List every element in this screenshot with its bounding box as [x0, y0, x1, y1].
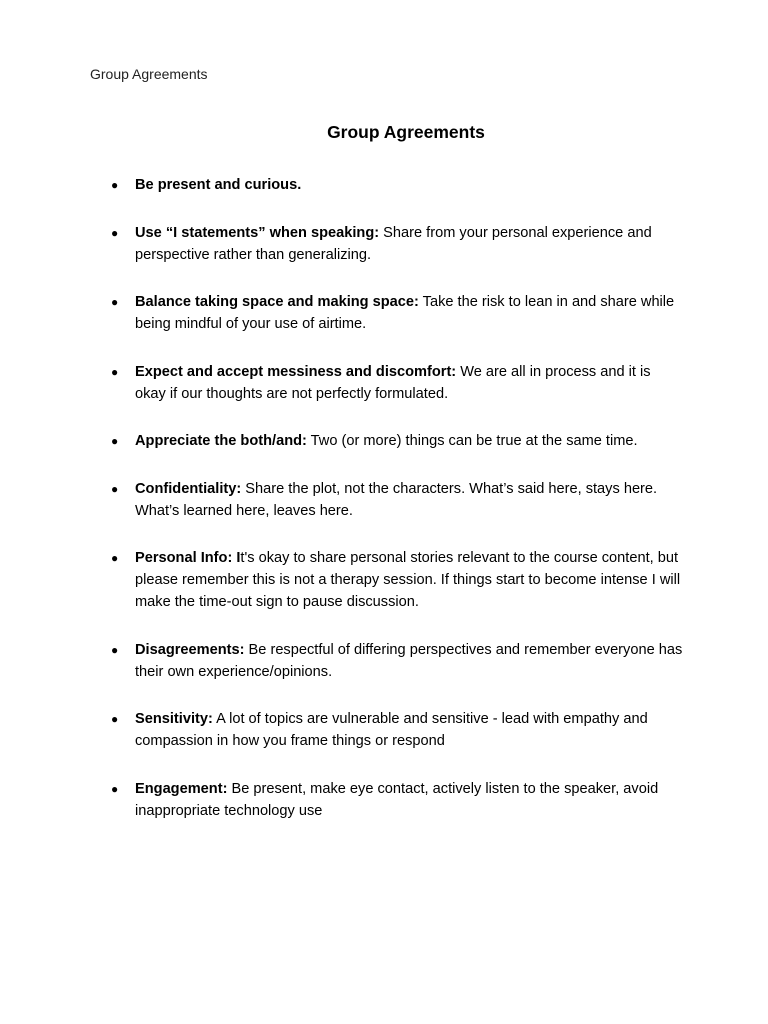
agreement-term: Use “I statements” when speaking: — [135, 224, 380, 241]
agreement-term: Appreciate the both/and: — [135, 433, 307, 449]
bullet-icon: ● — [111, 481, 119, 496]
agreement-term: Engagement: — [135, 780, 228, 797]
agreements-list — [111, 174, 683, 847]
list-item — [111, 547, 683, 613]
agreement-text: A lot of topics are vulnerable and sensitive - lead with empathy and compassion in how you frame things or respond — [135, 711, 648, 749]
list-item — [111, 174, 683, 196]
list-item — [111, 478, 683, 522]
agreement-term: Expect and accept messiness and discomfort: — [135, 363, 457, 380]
bullet-icon: ● — [111, 295, 119, 309]
bullet-icon: ● — [111, 642, 119, 657]
agreement-text: Be present, make eye contact, actively listen to the speaker, avoid inappropriate technology use — [135, 780, 659, 819]
bullet-icon: ● — [111, 225, 119, 240]
bullet-icon: ● — [111, 781, 119, 796]
list-item — [111, 361, 683, 405]
list-item — [111, 222, 683, 266]
page-title: Group Agreements — [327, 122, 485, 142]
list-item — [111, 291, 683, 335]
agreement-text: We are all in process and it is okay if our thoughts are not perfectly formulated. — [135, 363, 651, 402]
document-header: Group Agreements — [90, 66, 208, 82]
agreement-term: Confidentiality: — [135, 480, 242, 497]
bullet-icon: ● — [111, 178, 119, 192]
agreement-term: Sensitivity: — [135, 711, 213, 727]
agreement-text: t's okay to share personal stories relevant to the course content, but please remember this is not a therapy session. If things start to become intense I will make the time-out sign to pause discussion. — [135, 550, 681, 610]
agreement-text: Share the plot, not the characters. What’s said here, stays here. What’s learned here, leaves here. — [135, 480, 658, 519]
agreement-text: Take the risk to lean in and share while being mindful of your use of airtime. — [135, 294, 675, 332]
agreement-term: Personal Info: I — [135, 550, 241, 566]
list-item — [111, 708, 683, 752]
agreement-term: Be present and curious. — [135, 177, 302, 193]
agreement-term: Balance taking space and making space: — [135, 294, 419, 310]
agreement-term: Disagreements: — [135, 641, 245, 658]
list-item — [111, 639, 683, 683]
bullet-icon: ● — [111, 364, 119, 379]
bullet-icon: ● — [111, 712, 119, 726]
list-item — [111, 778, 683, 822]
agreement-text: Two (or more) things can be true at the same time. — [306, 433, 638, 449]
agreement-text: Be respectful of differing perspectives and remember everyone has their own experience/opinions. — [135, 641, 683, 680]
agreement-text: Share from your personal experience and perspective rather than generalizing. — [135, 224, 652, 263]
bullet-icon: ● — [111, 551, 119, 565]
bullet-icon: ● — [111, 434, 119, 448]
list-item — [111, 430, 683, 452]
